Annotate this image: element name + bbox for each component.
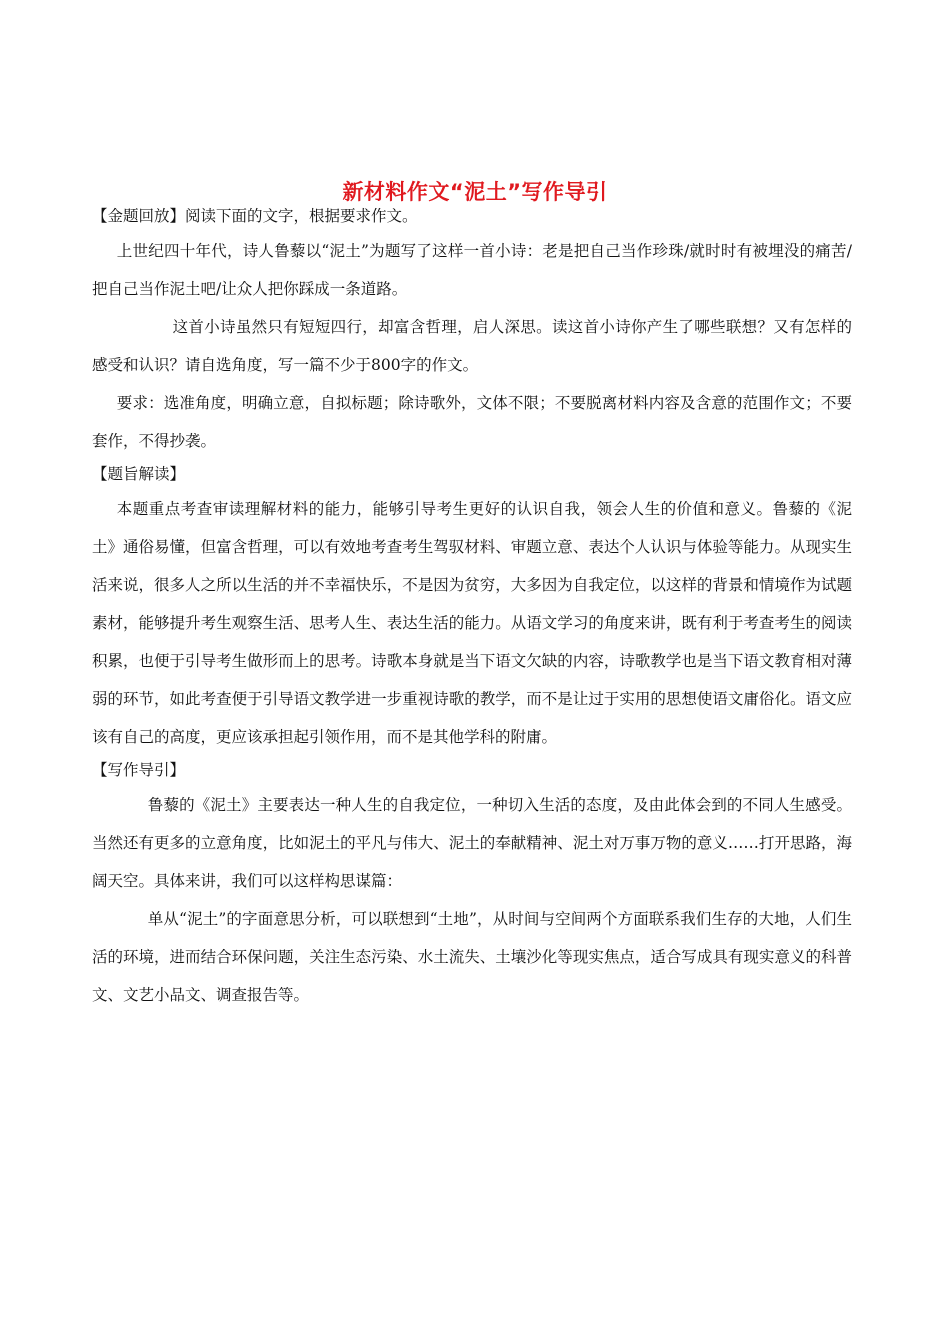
section-jinti [92,204,852,460]
section-heading-jinti: 【金题回放】阅读下面的文字，根据要求作文。 [92,207,418,225]
section-tizhi [92,462,852,756]
section-heading-tizhi: 【题旨解读】 [92,465,186,483]
paragraph: 本题重点考查审读理解材料的能力，能够引导考生更好的认识自我，领会人生的价值和意义。鲁藜的《泥土》通俗易懂，但富含哲理，可以有效地考查考生驾驭材料、审题立意、表达个人认识与体验等能力。从现实生活来说，很多人之所以生活的并不幸福快乐，不是因为贫穷，大多因为自我定位，以这样的背景和情境作为试题素材，能够提升考生观察生活、思考人生、表达生活的能力。从语文学习的角度来讲，既有利于考查考生的阅读积累，也便于引导考生做形而上的思考。诗歌本身就是当下语文欠缺的内容，诗歌教学也是当下语文教育相对薄弱的环节，如此考查便于引导语文教学进一步重视诗歌的教学，而不是让过于实用的思想使语文庸俗化。语文应该有自己的高度，更应该承担起引领作用，而不是其他学科的附庸。 [92,500,852,746]
document-body [92,204,852,1014]
paragraph: 这首小诗虽然只有短短四行，却富含哲理，启人深思。读这首小诗你产生了哪些联想？又有怎样的感受和认识？请自选角度，写一篇不少于800字的作文。 [92,318,852,374]
paragraph: 要求：选准角度，明确立意，自拟标题；除诗歌外，文体不限；不要脱离材料内容及含意的范围作文；不要套作，不得抄袭。 [92,394,852,450]
paragraph: 鲁藜的《泥土》主要表达一种人生的自我定位，一种切入生活的态度，及由此体会到的不同人生感受。当然还有更多的立意角度，比如泥土的平凡与伟大、泥土的奉献精神、泥土对万事万物的意义……打开思路，海阔天空。具体来讲，我们可以这样构思谋篇： [92,796,852,890]
paragraph: 上世纪四十年代，诗人鲁藜以“泥土”为题写了这样一首小诗：老是把自己当作珍珠/就时时有被埋没的痛苦/把自己当作泥土吧/让众人把你踩成一条道路。 [92,242,852,298]
section-xiezuo [92,758,852,1014]
paragraph: 单从“泥土”的字面意思分析，可以联想到“土地”，从时间与空间两个方面联系我们生存的大地，人们生活的环境，进而结合环保问题，关注生态污染、水土流失、土壤沙化等现实焦点，适合写成具有现实意义的科普文、文艺小品文、调查报告等。 [92,910,852,1004]
section-heading-xiezuo: 【写作导引】 [92,761,186,779]
page-title: 新材料作文“泥土”写作导引 [342,180,608,204]
